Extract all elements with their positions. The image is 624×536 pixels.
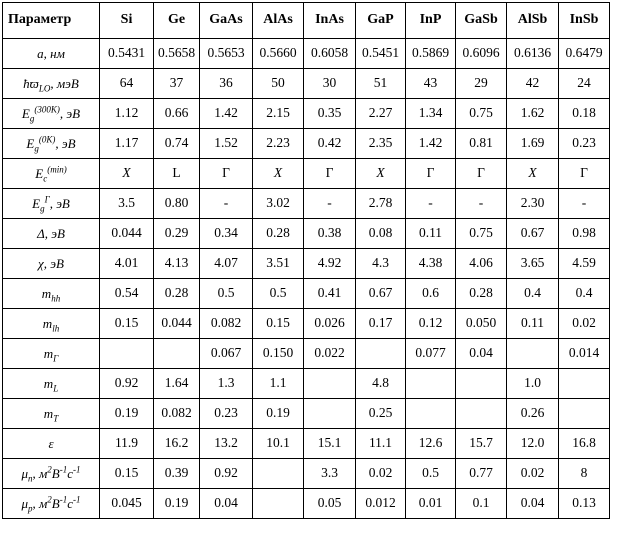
value-cell: 1.62 <box>507 99 559 129</box>
table-row <box>3 129 610 159</box>
param-cell-hw: $ħϖ_{LO}$, мэВ <box>3 69 100 99</box>
value-cell: 42 <box>507 69 559 99</box>
value-cell: 0.02 <box>507 459 559 489</box>
value-cell: 0.082 <box>154 399 200 429</box>
value-cell: 0.15 <box>100 309 154 339</box>
value-cell: 0.15 <box>253 309 304 339</box>
param-cell-mt: $m_T$ <box>3 399 100 429</box>
value-cell: 0.022 <box>304 339 356 369</box>
value-cell: 1.52 <box>200 129 253 159</box>
table-row <box>3 219 610 249</box>
table-header-row <box>3 3 610 39</box>
value-cell: 37 <box>154 69 200 99</box>
value-cell: 0.5869 <box>406 39 456 69</box>
value-cell: 0.66 <box>154 99 200 129</box>
value-cell: 12.0 <box>507 429 559 459</box>
value-cell: 0.92 <box>200 459 253 489</box>
value-cell: 0.08 <box>356 219 406 249</box>
value-cell: 0.026 <box>304 309 356 339</box>
value-cell: 0.6 <box>406 279 456 309</box>
value-cell: 0.17 <box>356 309 406 339</box>
value-cell: 0.54 <box>100 279 154 309</box>
value-cell: 0.19 <box>154 489 200 519</box>
value-cell: 1.42 <box>200 99 253 129</box>
value-cell: 0.11 <box>406 219 456 249</box>
value-cell: 1.34 <box>406 99 456 129</box>
value-cell: 0.05 <box>304 489 356 519</box>
param-cell-ec: $E_c^{(min)}$ <box>3 159 100 189</box>
table-row <box>3 399 610 429</box>
value-cell: 50 <box>253 69 304 99</box>
value-cell: 4.8 <box>356 369 406 399</box>
value-cell: 16.8 <box>559 429 610 459</box>
header-gaas: GaAs <box>200 3 253 39</box>
value-cell: 0.5431 <box>100 39 154 69</box>
value-cell: 0.5658 <box>154 39 200 69</box>
value-cell: 0.34 <box>200 219 253 249</box>
value-cell: 64 <box>100 69 154 99</box>
value-cell: 0.150 <box>253 339 304 369</box>
value-cell: 0.04 <box>456 339 507 369</box>
value-cell: 1.3 <box>200 369 253 399</box>
value-cell: 4.06 <box>456 249 507 279</box>
header-si: Si <box>100 3 154 39</box>
value-cell: 36 <box>200 69 253 99</box>
value-cell <box>456 369 507 399</box>
value-cell: 4.07 <box>200 249 253 279</box>
value-cell: 0.4 <box>507 279 559 309</box>
table-row <box>3 339 610 369</box>
value-cell: 1.64 <box>154 369 200 399</box>
value-cell: 0.25 <box>356 399 406 429</box>
value-cell: Γ <box>559 159 610 189</box>
header-gap: GaP <box>356 3 406 39</box>
value-cell <box>253 489 304 519</box>
table-row <box>3 69 610 99</box>
value-cell: 0.044 <box>100 219 154 249</box>
value-cell: 4.01 <box>100 249 154 279</box>
value-cell: 0.28 <box>456 279 507 309</box>
value-cell: 0.92 <box>100 369 154 399</box>
value-cell: 0.41 <box>304 279 356 309</box>
table-row <box>3 249 610 279</box>
param-cell-eg0: $E_g^{(0K)}$, эВ <box>3 129 100 159</box>
value-cell <box>559 369 610 399</box>
value-cell: - <box>406 189 456 219</box>
value-cell: 0.012 <box>356 489 406 519</box>
header-insb: InSb <box>559 3 610 39</box>
value-cell: 0.5660 <box>253 39 304 69</box>
value-cell: 2.27 <box>356 99 406 129</box>
value-cell: 4.92 <box>304 249 356 279</box>
value-cell: 2.30 <box>507 189 559 219</box>
value-cell: 0.13 <box>559 489 610 519</box>
value-cell: 11.9 <box>100 429 154 459</box>
value-cell: 0.11 <box>507 309 559 339</box>
value-cell: 2.15 <box>253 99 304 129</box>
param-cell-mhh: $m_{hh}$ <box>3 279 100 309</box>
value-cell: 0.75 <box>456 99 507 129</box>
value-cell: 0.6058 <box>304 39 356 69</box>
value-cell: 13.2 <box>200 429 253 459</box>
table-row <box>3 159 610 189</box>
value-cell <box>304 399 356 429</box>
value-cell: 0.1 <box>456 489 507 519</box>
value-cell: 0.5451 <box>356 39 406 69</box>
value-cell: 0.98 <box>559 219 610 249</box>
value-cell: 0.74 <box>154 129 200 159</box>
value-cell: 0.23 <box>559 129 610 159</box>
value-cell: 0.5 <box>406 459 456 489</box>
value-cell: 0.5 <box>253 279 304 309</box>
param-cell-chi: χ, эВ <box>3 249 100 279</box>
value-cell: - <box>456 189 507 219</box>
value-cell: 0.35 <box>304 99 356 129</box>
param-cell-a: a, нм <box>3 39 100 69</box>
value-cell <box>559 399 610 429</box>
param-cell-ml: $m_L$ <box>3 369 100 399</box>
value-cell: 0.04 <box>507 489 559 519</box>
value-cell: 4.38 <box>406 249 456 279</box>
header-parameter: Параметр <box>3 3 100 39</box>
value-cell: 0.81 <box>456 129 507 159</box>
header-gasb: GaSb <box>456 3 507 39</box>
param-cell-delta: Δ, эВ <box>3 219 100 249</box>
value-cell: 8 <box>559 459 610 489</box>
value-cell: 0.6096 <box>456 39 507 69</box>
header-ge: Ge <box>154 3 200 39</box>
value-cell: 0.19 <box>253 399 304 429</box>
value-cell: - <box>559 189 610 219</box>
value-cell: 4.59 <box>559 249 610 279</box>
value-cell: 4.13 <box>154 249 200 279</box>
table-row <box>3 189 610 219</box>
value-cell: 4.3 <box>356 249 406 279</box>
value-cell: Γ <box>456 159 507 189</box>
value-cell <box>253 459 304 489</box>
value-cell: 1.42 <box>406 129 456 159</box>
value-cell: 0.4 <box>559 279 610 309</box>
value-cell: 2.78 <box>356 189 406 219</box>
value-cell: 0.75 <box>456 219 507 249</box>
value-cell: 3.51 <box>253 249 304 279</box>
value-cell: 0.02 <box>559 309 610 339</box>
value-cell: 24 <box>559 69 610 99</box>
value-cell: 0.067 <box>200 339 253 369</box>
value-cell: 0.6136 <box>507 39 559 69</box>
param-cell-egg: $E_g^\Gamma$, эВ <box>3 189 100 219</box>
value-cell: 0.082 <box>200 309 253 339</box>
value-cell: 0.18 <box>559 99 610 129</box>
value-cell: Γ <box>406 159 456 189</box>
value-cell: 1.17 <box>100 129 154 159</box>
value-cell: 2.35 <box>356 129 406 159</box>
value-cell: 10.1 <box>253 429 304 459</box>
value-cell: 3.3 <box>304 459 356 489</box>
value-cell: 0.67 <box>356 279 406 309</box>
value-cell: 0.77 <box>456 459 507 489</box>
header-alas: AlAs <box>253 3 304 39</box>
value-cell: 0.12 <box>406 309 456 339</box>
value-cell: 0.077 <box>406 339 456 369</box>
value-cell: 0.80 <box>154 189 200 219</box>
value-cell: 15.7 <box>456 429 507 459</box>
value-cell: L <box>154 159 200 189</box>
param-cell-mg: $m_\Gamma$ <box>3 339 100 369</box>
value-cell: 2.23 <box>253 129 304 159</box>
value-cell <box>507 339 559 369</box>
header-alsb: AlSb <box>507 3 559 39</box>
value-cell: 1.0 <box>507 369 559 399</box>
value-cell: 0.38 <box>304 219 356 249</box>
value-cell: 12.6 <box>406 429 456 459</box>
value-cell: 16.2 <box>154 429 200 459</box>
value-cell: 0.26 <box>507 399 559 429</box>
value-cell: 3.02 <box>253 189 304 219</box>
value-cell: - <box>200 189 253 219</box>
table-row <box>3 309 610 339</box>
value-cell: 0.29 <box>154 219 200 249</box>
value-cell: 0.014 <box>559 339 610 369</box>
value-cell: 1.1 <box>253 369 304 399</box>
value-cell: 0.5653 <box>200 39 253 69</box>
value-cell: 0.28 <box>253 219 304 249</box>
value-cell: 3.65 <box>507 249 559 279</box>
param-cell-eps: ε <box>3 429 100 459</box>
value-cell: X <box>507 159 559 189</box>
value-cell: 0.5 <box>200 279 253 309</box>
header-inas: InAs <box>304 3 356 39</box>
value-cell <box>304 369 356 399</box>
value-cell: 1.12 <box>100 99 154 129</box>
value-cell: 15.1 <box>304 429 356 459</box>
value-cell <box>456 399 507 429</box>
value-cell: 29 <box>456 69 507 99</box>
table-row <box>3 429 610 459</box>
value-cell: 0.19 <box>100 399 154 429</box>
value-cell: 0.02 <box>356 459 406 489</box>
value-cell <box>356 339 406 369</box>
table-row <box>3 99 610 129</box>
value-cell <box>406 399 456 429</box>
value-cell <box>154 339 200 369</box>
value-cell: 0.6479 <box>559 39 610 69</box>
value-cell: Γ <box>200 159 253 189</box>
value-cell: 0.045 <box>100 489 154 519</box>
value-cell: 43 <box>406 69 456 99</box>
value-cell: 0.67 <box>507 219 559 249</box>
semiconductor-parameters-table <box>2 2 610 519</box>
value-cell: 0.04 <box>200 489 253 519</box>
value-cell: - <box>304 189 356 219</box>
param-cell-mup: $\mu_p$, $м^2В^{-1}с^{-1}$ <box>3 489 100 519</box>
value-cell: 0.050 <box>456 309 507 339</box>
table-row <box>3 489 610 519</box>
value-cell: 0.044 <box>154 309 200 339</box>
value-cell: 0.42 <box>304 129 356 159</box>
param-cell-mlh: $m_{lh}$ <box>3 309 100 339</box>
param-cell-mun: $\mu_n$, $м^2В^{-1}с^{-1}$ <box>3 459 100 489</box>
value-cell: X <box>356 159 406 189</box>
table-row <box>3 459 610 489</box>
value-cell: 0.01 <box>406 489 456 519</box>
value-cell: 1.69 <box>507 129 559 159</box>
table-row <box>3 279 610 309</box>
table-body <box>3 39 610 519</box>
value-cell: 30 <box>304 69 356 99</box>
param-cell-eg300: $E_g^{(300K)}$, эВ <box>3 99 100 129</box>
value-cell: 0.15 <box>100 459 154 489</box>
header-inp: InP <box>406 3 456 39</box>
value-cell: 0.39 <box>154 459 200 489</box>
table-row <box>3 369 610 399</box>
value-cell: 0.28 <box>154 279 200 309</box>
table-row <box>3 39 610 69</box>
value-cell <box>406 369 456 399</box>
value-cell: X <box>100 159 154 189</box>
value-cell: 0.23 <box>200 399 253 429</box>
value-cell: 51 <box>356 69 406 99</box>
value-cell: X <box>253 159 304 189</box>
value-cell: 11.1 <box>356 429 406 459</box>
value-cell: Γ <box>304 159 356 189</box>
value-cell: 3.5 <box>100 189 154 219</box>
value-cell <box>100 339 154 369</box>
